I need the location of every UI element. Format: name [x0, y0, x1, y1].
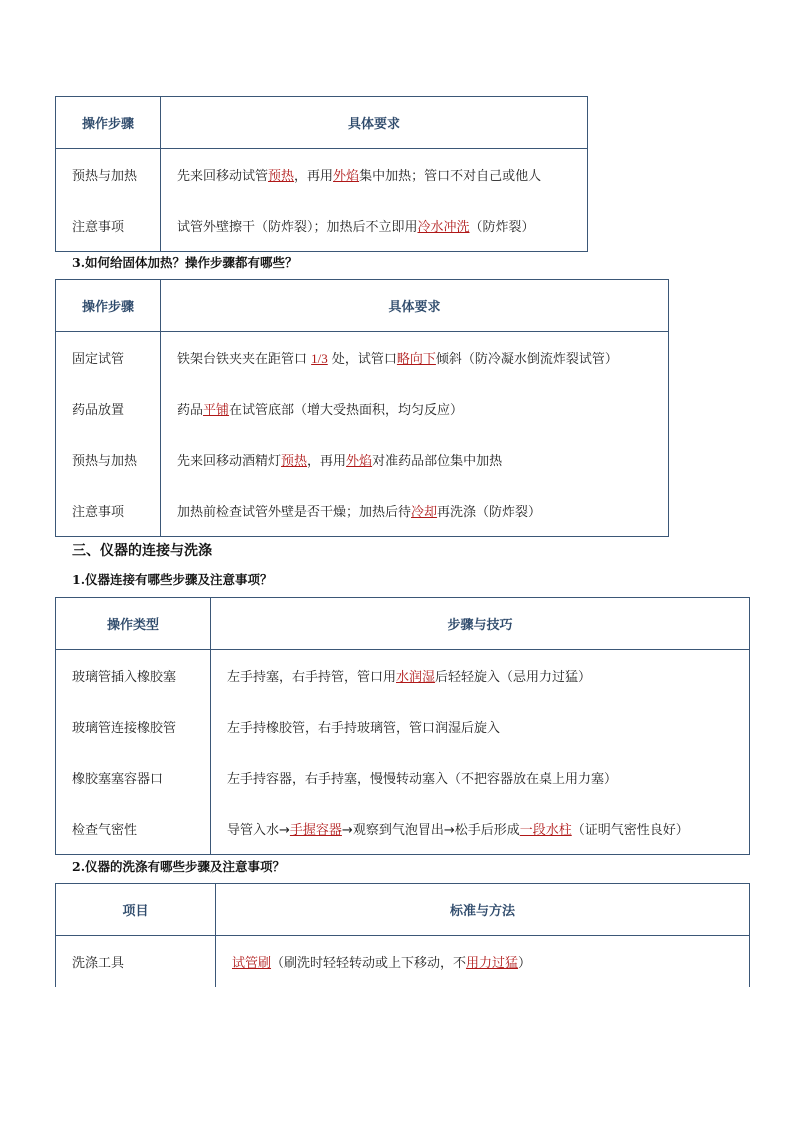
step-cell: 洗涤工具	[56, 936, 216, 988]
requirement-cell	[161, 332, 669, 384]
step-cell: 橡胶塞塞容器口	[56, 752, 211, 803]
table-row	[56, 650, 750, 702]
step-cell: 预热与加热	[56, 434, 161, 485]
text-run: 加热前检查试管外壁是否干燥；加热后待	[177, 505, 412, 520]
text-run: →观察到气泡冒出→松手后形成	[341, 823, 520, 838]
table-row	[56, 752, 750, 803]
highlighted-term: 平铺	[203, 403, 230, 418]
text-run: 药品	[177, 403, 204, 418]
highlighted-term: 外焰	[346, 454, 373, 469]
requirement-cell	[161, 383, 669, 434]
text-run: （证明气密性良好）	[571, 823, 689, 838]
header-cell: 操作步骤	[56, 280, 161, 332]
text-run: ）	[518, 956, 532, 971]
highlighted-term: 手握容器	[289, 823, 342, 838]
highlighted-term: 预热	[281, 454, 308, 469]
requirement-cell	[161, 434, 669, 485]
header-cell: 步骤与技巧	[211, 598, 750, 650]
question-heading: 3.如何给固体加热？操作步骤都有哪些？	[72, 255, 298, 270]
requirement-cell	[211, 701, 750, 752]
highlighted-term: 试管刷	[232, 956, 272, 971]
text-run: 导管入水→	[227, 823, 290, 838]
requirement-cell	[161, 200, 588, 252]
table-liquid-heating	[55, 96, 588, 252]
header-cell: 操作类型	[56, 598, 211, 650]
text-run: （刷洗时轻轻转动或上下移动，不	[271, 956, 467, 971]
table-solid-heating	[55, 279, 669, 537]
text-run: 左手持橡胶管，右手持玻璃管，管口润湿后旋入	[227, 721, 501, 736]
highlighted-term: 预热	[268, 169, 295, 184]
table-row	[56, 485, 669, 537]
table-header	[56, 884, 750, 936]
text-run: 先来回移动酒精灯	[177, 454, 282, 469]
table-row	[56, 200, 588, 252]
question-heading: 1.仪器连接有哪些步骤及注意事项？	[72, 572, 273, 587]
highlighted-term: 冷却	[411, 505, 438, 520]
requirement-cell	[216, 936, 750, 988]
text-run: （防炸裂）	[469, 220, 535, 235]
requirement-cell	[211, 650, 750, 702]
text-run: 在试管底部（增大受热面积，均匀反应）	[229, 403, 464, 418]
text-run: 处，试管口	[327, 352, 397, 367]
table-instrument-connection	[55, 597, 750, 855]
step-cell: 玻璃管插入橡胶塞	[56, 650, 211, 702]
header-cell: 项目	[56, 884, 216, 936]
header-cell: 操作步骤	[56, 97, 161, 149]
text-run: 左手持塞，右手持管，管口用	[227, 670, 397, 685]
highlighted-term: 水润湿	[396, 670, 436, 685]
table-header	[56, 598, 750, 650]
table-row	[56, 803, 750, 855]
text-run: 集中加热；管口不对自己或他人	[359, 169, 542, 184]
text-run: 倾斜（防冷凝水倒流炸裂试管）	[435, 352, 618, 367]
highlighted-term: 冷水冲洗	[417, 220, 470, 235]
table-header	[56, 280, 669, 332]
table-row	[56, 149, 588, 201]
text-run: 先来回移动试管	[177, 169, 269, 184]
table-row	[56, 383, 669, 434]
question-heading: 2.仪器的洗涤有哪些步骤及注意事项？	[72, 859, 286, 874]
requirement-cell	[211, 803, 750, 855]
text-run: 铁架台铁夹夹在距管口	[177, 352, 312, 367]
step-cell: 预热与加热	[56, 149, 161, 201]
step-cell: 注意事项	[56, 200, 161, 252]
step-cell: 检查气密性	[56, 803, 211, 855]
requirement-cell	[211, 752, 750, 803]
text-run: 再洗涤（防炸裂）	[437, 505, 542, 520]
step-cell: 注意事项	[56, 485, 161, 537]
step-cell: 固定试管	[56, 332, 161, 384]
highlighted-term: 1/3	[311, 351, 328, 366]
text-run: 试管外壁擦干（防炸裂）；加热后不立即用	[177, 220, 418, 235]
table-row	[56, 332, 669, 384]
step-cell: 药品放置	[56, 383, 161, 434]
text-run: 后轻轻旋入（忌用力过猛）	[435, 670, 592, 685]
header-cell: 标准与方法	[216, 884, 750, 936]
table-row	[56, 434, 669, 485]
table-row	[56, 701, 750, 752]
highlighted-term: 外焰	[333, 169, 360, 184]
text-run: ，再用	[294, 169, 334, 184]
table-instrument-washing	[55, 883, 750, 987]
highlighted-term: 一段水柱	[519, 823, 572, 838]
step-cell: 玻璃管连接橡胶管	[56, 701, 211, 752]
requirement-cell	[161, 149, 588, 201]
header-cell: 具体要求	[161, 280, 669, 332]
text-run: 对准药品部位集中加热	[372, 454, 503, 469]
highlighted-term: 用力过猛	[466, 956, 519, 971]
table-row	[56, 936, 750, 988]
highlighted-term: 略向下	[396, 352, 436, 367]
text-run: 左手持容器，右手持塞，慢慢转动塞入（不把容器放在桌上用力塞）	[227, 772, 618, 787]
section-title: 三、仪器的连接与洗涤	[72, 543, 212, 559]
table-header	[56, 97, 588, 149]
requirement-cell	[161, 485, 669, 537]
header-cell: 具体要求	[161, 97, 588, 149]
text-run: ，再用	[307, 454, 347, 469]
